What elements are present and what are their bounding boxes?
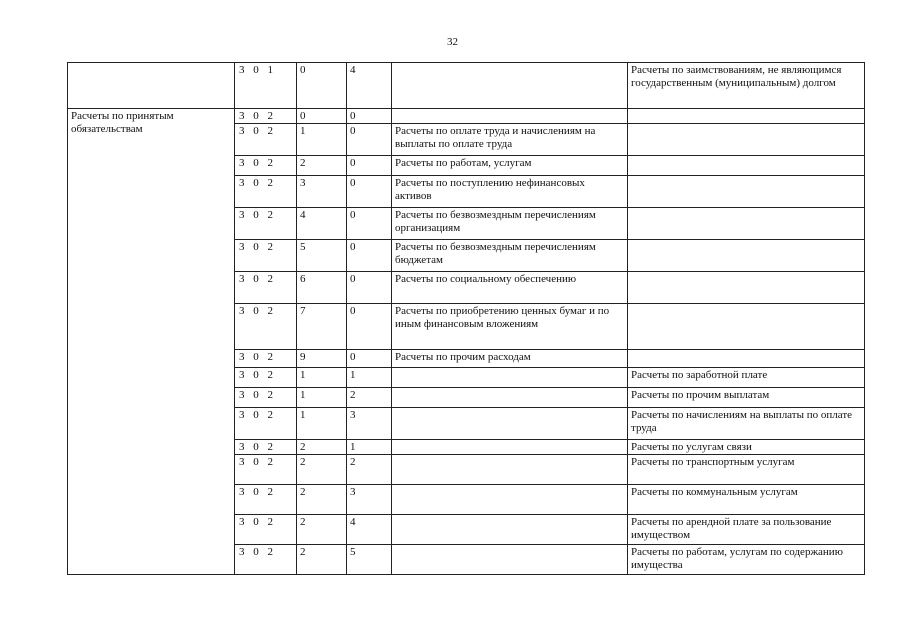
description-cell <box>392 545 628 575</box>
detail-code-cell: 2 <box>347 388 392 408</box>
code-cell: 3 0 2 <box>235 156 297 176</box>
description-cell: Расчеты по прочим расходам <box>392 350 628 368</box>
subcode-cell: 2 <box>297 515 347 545</box>
subcode-cell: 7 <box>297 304 347 350</box>
detail-code-cell: 1 <box>347 368 392 388</box>
detail-description-cell: Расчеты по работам, услугам по содержанию имущества <box>628 545 865 575</box>
detail-description-cell: Расчеты по коммунальным услугам <box>628 485 865 515</box>
code-cell: 3 0 2 <box>235 304 297 350</box>
description-cell: Расчеты по безвозмездным перечислениям бюджетам <box>392 240 628 272</box>
group-cell <box>68 63 235 109</box>
code-cell: 3 0 2 <box>235 109 297 124</box>
table-row <box>68 63 865 109</box>
detail-code-cell: 0 <box>347 156 392 176</box>
description-cell <box>392 408 628 440</box>
code-cell: 3 0 2 <box>235 515 297 545</box>
code-cell: 3 0 2 <box>235 485 297 515</box>
detail-code-cell: 0 <box>347 304 392 350</box>
description-cell <box>392 388 628 408</box>
subcode-cell: 1 <box>297 408 347 440</box>
detail-description-cell: Расчеты по услугам связи <box>628 440 865 455</box>
description-cell <box>392 455 628 485</box>
detail-code-cell: 0 <box>347 240 392 272</box>
code-cell: 3 0 2 <box>235 124 297 156</box>
subcode-cell: 2 <box>297 440 347 455</box>
subcode-cell: 0 <box>297 109 347 124</box>
subcode-cell: 4 <box>297 208 347 240</box>
detail-code-cell: 2 <box>347 455 392 485</box>
code-cell: 3 0 2 <box>235 208 297 240</box>
accounts-table-body <box>68 63 865 575</box>
description-cell <box>392 63 628 109</box>
accounts-table <box>67 62 865 575</box>
detail-description-cell <box>628 124 865 156</box>
code-cell: 3 0 2 <box>235 455 297 485</box>
detail-description-cell <box>628 350 865 368</box>
group-label-cell: Расчеты по принятым обязательствам <box>68 109 235 575</box>
description-cell <box>392 440 628 455</box>
description-cell: Расчеты по социальному обеспечению <box>392 272 628 304</box>
subcode-cell: 9 <box>297 350 347 368</box>
subcode-cell: 2 <box>297 485 347 515</box>
detail-description-cell <box>628 109 865 124</box>
detail-code-cell: 3 <box>347 485 392 515</box>
detail-code-cell: 0 <box>347 350 392 368</box>
detail-description-cell: Расчеты по заимствованиям, не являющимся государственным (муниципальным) долгом <box>628 63 865 109</box>
table-row <box>68 109 865 124</box>
code-cell: 3 0 2 <box>235 350 297 368</box>
subcode-cell: 1 <box>297 368 347 388</box>
code-cell: 3 0 2 <box>235 176 297 208</box>
detail-code-cell: 5 <box>347 545 392 575</box>
subcode-cell: 2 <box>297 455 347 485</box>
subcode-cell: 3 <box>297 176 347 208</box>
detail-description-cell: Расчеты по прочим выплатам <box>628 388 865 408</box>
code-cell: 3 0 2 <box>235 545 297 575</box>
detail-code-cell: 0 <box>347 124 392 156</box>
description-cell: Расчеты по безвозмездным перечислениям организациям <box>392 208 628 240</box>
description-cell: Расчеты по приобретению ценных бумаг и по иным финансовым вложениям <box>392 304 628 350</box>
subcode-cell: 2 <box>297 545 347 575</box>
detail-code-cell: 0 <box>347 176 392 208</box>
detail-description-cell <box>628 240 865 272</box>
description-cell: Расчеты по работам, услугам <box>392 156 628 176</box>
code-cell: 3 0 2 <box>235 440 297 455</box>
detail-description-cell: Расчеты по начислениям на выплаты по оплате труда <box>628 408 865 440</box>
subcode-cell: 6 <box>297 272 347 304</box>
detail-description-cell: Расчеты по транспортным услугам <box>628 455 865 485</box>
code-cell: 3 0 2 <box>235 240 297 272</box>
subcode-cell: 5 <box>297 240 347 272</box>
subcode-cell: 2 <box>297 156 347 176</box>
code-cell: 3 0 2 <box>235 388 297 408</box>
detail-description-cell <box>628 176 865 208</box>
page-number: 32 <box>447 36 458 48</box>
code-cell: 3 0 1 <box>235 63 297 109</box>
description-cell <box>392 109 628 124</box>
description-cell: Расчеты по поступлению нефинансовых активов <box>392 176 628 208</box>
description-cell <box>392 485 628 515</box>
description-cell: Расчеты по оплате труда и начислениям на выплаты по оплате труда <box>392 124 628 156</box>
code-cell: 3 0 2 <box>235 368 297 388</box>
detail-description-cell: Расчеты по заработной плате <box>628 368 865 388</box>
description-cell <box>392 515 628 545</box>
detail-code-cell: 3 <box>347 408 392 440</box>
detail-code-cell: 4 <box>347 63 392 109</box>
code-cell: 3 0 2 <box>235 272 297 304</box>
detail-code-cell: 0 <box>347 272 392 304</box>
detail-description-cell <box>628 272 865 304</box>
subcode-cell: 0 <box>297 63 347 109</box>
subcode-cell: 1 <box>297 388 347 408</box>
detail-description-cell <box>628 156 865 176</box>
code-cell: 3 0 2 <box>235 408 297 440</box>
description-cell <box>392 368 628 388</box>
detail-code-cell: 0 <box>347 208 392 240</box>
detail-description-cell: Расчеты по арендной плате за пользование имуществом <box>628 515 865 545</box>
detail-description-cell <box>628 208 865 240</box>
detail-code-cell: 0 <box>347 109 392 124</box>
subcode-cell: 1 <box>297 124 347 156</box>
detail-code-cell: 4 <box>347 515 392 545</box>
detail-code-cell: 1 <box>347 440 392 455</box>
detail-description-cell <box>628 304 865 350</box>
